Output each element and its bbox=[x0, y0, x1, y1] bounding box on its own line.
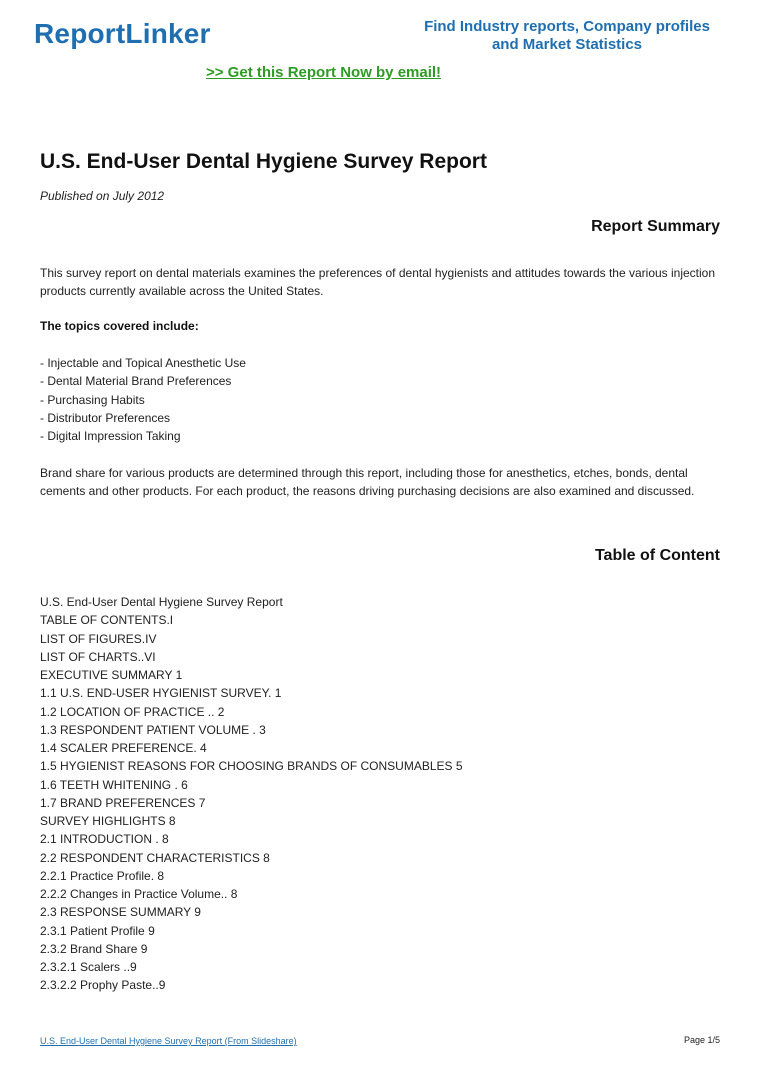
tagline-line-2: and Market Statistics bbox=[491, 36, 643, 53]
toc-item: LIST OF CHARTS..VI bbox=[40, 649, 156, 664]
footer-source-link[interactable]: U.S. End-User Dental Hygiene Survey Report (From Slideshare) bbox=[40, 1036, 297, 1046]
toc-item: 1.5 HYGIENIST REASONS FOR CHOOSING BRANDS OF CONSUMABLES 5 bbox=[40, 759, 463, 774]
topic-item: - Injectable and Topical Anesthetic Use bbox=[40, 356, 246, 370]
summary-intro: This survey report on dental materials examines the preferences of dental hygienists and attitudes towards the various injection products currently available across the United States. bbox=[40, 266, 716, 298]
toc-item: 2.2.1 Practice Profile. 8 bbox=[40, 868, 165, 883]
toc-item: SURVEY HIGHLIGHTS 8 bbox=[40, 814, 176, 828]
toc-item: 2.3.2 Brand Share 9 bbox=[40, 941, 148, 956]
toc-item: U.S. End-User Dental Hygiene Survey Report bbox=[40, 595, 283, 609]
get-report-link[interactable]: >> Get this Report Now by email! bbox=[206, 64, 442, 81]
toc-item: 2.3.1 Patient Profile 9 bbox=[40, 923, 155, 938]
toc-item: 2.3.2.1 Scalers ..9 bbox=[40, 960, 137, 974]
toc-item: 1.1 U.S. END-USER HYGIENIST SURVEY. 1 bbox=[40, 686, 282, 701]
page-number: Page 1/5 bbox=[683, 1035, 720, 1045]
topic-item: - Purchasing Habits bbox=[40, 392, 145, 407]
toc-item: 1.2 LOCATION OF PRACTICE .. 2 bbox=[40, 704, 225, 719]
toc-item: 1.7 BRAND PREFERENCES 7 bbox=[40, 795, 206, 810]
topic-item: - Digital Impression Taking bbox=[40, 429, 181, 444]
topic-item: - Distributor Preferences bbox=[40, 410, 171, 425]
toc-item: 2.3.2.2 Prophy Paste..9 bbox=[40, 978, 166, 993]
report-title: U.S. End-User Dental Hygiene Survey Report bbox=[40, 150, 487, 173]
tagline-line-1: Find Industry reports, Company profiles bbox=[424, 18, 710, 35]
table-of-content-heading: Table of Content bbox=[594, 547, 720, 564]
toc-item: 2.2 RESPONDENT CHARACTERISTICS 8 bbox=[40, 850, 270, 865]
topics-list bbox=[40, 354, 246, 445]
toc-item: 1.6 TEETH WHITENING . 6 bbox=[40, 777, 188, 792]
summary-closing: Brand share for various products are determined through this report, including those for anesthetics, etches, bonds, dental cements and other products. For each product, the reasons driving purchasing decisions are also examined and discussed. bbox=[40, 466, 695, 498]
header-tagline bbox=[392, 18, 742, 54]
topics-heading: The topics covered include: bbox=[40, 319, 199, 333]
brand-logo[interactable]: ReportLinker bbox=[34, 18, 211, 49]
toc-item: TABLE OF CONTENTS.I bbox=[40, 613, 174, 628]
topic-item: - Dental Material Brand Preferences bbox=[40, 374, 232, 389]
toc-item: 1.3 RESPONDENT PATIENT VOLUME . 3 bbox=[40, 722, 266, 737]
toc-item: LIST OF FIGURES.IV bbox=[40, 631, 157, 646]
published-date: Published on July 2012 bbox=[40, 189, 165, 203]
toc-item: 2.1 INTRODUCTION . 8 bbox=[40, 832, 169, 847]
report-summary-heading: Report Summary bbox=[591, 218, 720, 235]
toc-item: EXECUTIVE SUMMARY 1 bbox=[40, 668, 183, 682]
toc-item: 1.4 SCALER PREFERENCE. 4 bbox=[40, 741, 207, 755]
toc-item: 2.3 RESPONSE SUMMARY 9 bbox=[40, 905, 201, 920]
toc-item: 2.2.2 Changes in Practice Volume.. 8 bbox=[40, 887, 238, 901]
toc-list bbox=[40, 593, 463, 995]
